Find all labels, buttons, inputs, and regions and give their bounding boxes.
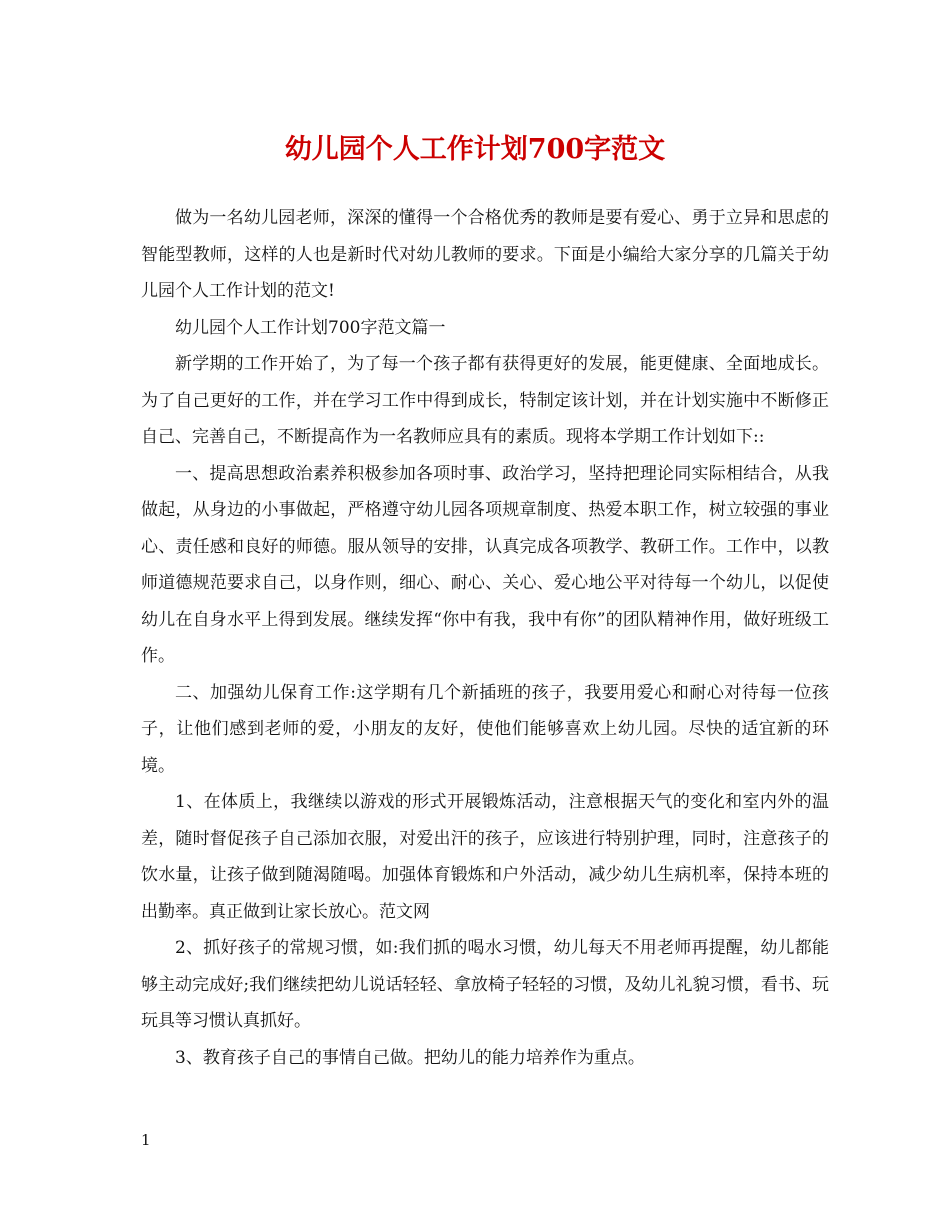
paragraph: 2、抓好孩子的常规习惯，如:我们抓的喝水习惯，幼儿每天不用老师再提醒，幼儿都能够主动完成好;我们继续把幼儿说话轻轻、拿放椅子轻轻的习惯，及幼儿礼貌习惯，看书、玩玩具等习惯认真抓好。 (141, 938, 829, 1031)
document-body (141, 200, 829, 1076)
paragraph: 1、在体质上，我继续以游戏的形式开展锻炼活动，注意根据天气的变化和室内外的温差，随时督促孩子自己添加衣服，对爱出汗的孩子，应该进行特别护理，同时，注意孩子的饮水量，让孩子做到随渴随喝。加强体育锻炼和户外活动，减少幼儿生病机率，保持本班的出勤率。真正做到让家长放心。范文网 (141, 792, 829, 922)
section-heading: 幼儿园个人工作计划700字范文篇一 (175, 317, 446, 338)
intro-paragraph: 做为一名幼儿园老师，深深的懂得一个合格优秀的教师是要有爱心、勇于立异和思虑的智能型教师，这样的人也是新时代对幼儿教师的要求。下面是小编给大家分享的几篇关于幼儿园个人工作计划的范文! (141, 208, 829, 301)
paragraph: 二、加强幼儿保育工作:这学期有几个新插班的孩子，我要用爱心和耐心对待每一位孩子，让他们感到老师的爱，小朋友的友好，使他们能够喜欢上幼儿园。尽快的适宜新的环境。 (141, 682, 829, 776)
document-title: 幼儿园个人工作计划700字范文 (284, 134, 666, 165)
paragraph: 一、提高思想政治素养积极参加各项时事、政治学习，坚持把理论同实际相结合，从我做起，从身边的小事做起，严格遵守幼儿园各项规章制度、热爱本职工作，树立较强的事业心、责任感和良好的师德。服从领导的安排，认真完成各项教学、教研工作。工作中，以教师道德规范要求自己，以身作则，细心、耐心、关心、爱心地公平对待每一个幼儿，以促使幼儿在自身水平上得到发展。继续发挥“你中有我，我中有你”的团队精神作用，做好班级工作。 (141, 463, 829, 666)
paragraph: 新学期的工作开始了，为了每一个孩子都有获得更好的发展，能更健康、全面地成长。为了自己更好的工作，并在学习工作中得到成长，特制定该计划，并在计划实施中不断修正自己、完善自己，不断提高作为一名教师应具有的素质。现将本学期工作计划如下:: (141, 354, 829, 447)
page-number: 1 (141, 1131, 151, 1149)
paragraph: 3、教育孩子自己的事情自己做。把幼儿的能力培养作为重点。 (175, 1047, 645, 1068)
